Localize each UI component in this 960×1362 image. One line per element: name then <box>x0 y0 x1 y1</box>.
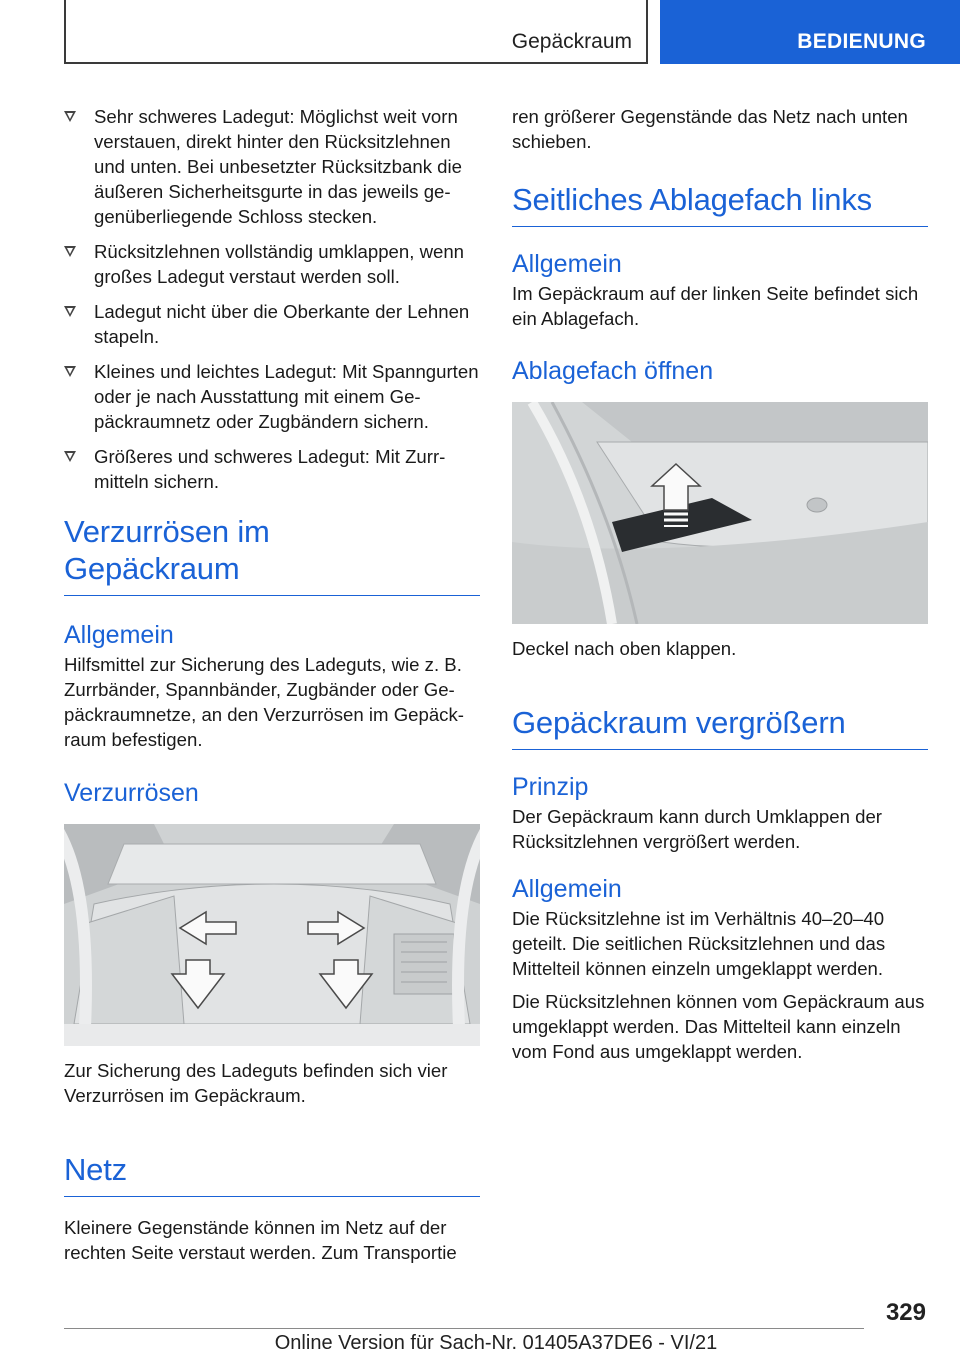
header-chapter-tab[interactable] <box>660 0 960 64</box>
allgemein-heading: Allgemein <box>512 250 622 278</box>
trunk-illustration <box>64 824 480 1046</box>
verzurroesen-caption: Zur Sicherung des Ladeguts befinden sich vier Verzurrösen im Gepäckraum. <box>64 1060 448 1106</box>
header-section-title: Gepäckraum <box>511 30 632 53</box>
netz-section-heading: Netz <box>64 1151 480 1197</box>
triangle-bullet-icon <box>64 246 76 257</box>
allgemein-heading: Allgemein <box>512 875 622 903</box>
list-item: Kleines und leichtes Ladegut: Mit Spanngurten oder je nach Ausstattung mit einem Gepäckraumnetz oder Zugbändern sichern. <box>64 359 480 434</box>
prinzip-paragraph: Der Gepäckraum kann durch Umklappen der Rücksitzlehnen vergrößert werden. <box>512 806 882 852</box>
triangle-bullet-icon <box>64 451 76 462</box>
triangle-bullet-icon <box>64 111 76 122</box>
ablagefach-section-heading: Seitliches Ablagefach links <box>512 181 928 227</box>
allgemein-paragraph-2: Die Rücksitzlehnen können vom Gepäckraum aus umgeklappt werden. Das Mittelteil kann einzeln vom Fond aus umgeklappt werden. <box>512 991 925 1062</box>
triangle-bullet-icon <box>64 366 76 377</box>
allgemein-paragraph: Im Gepäckraum auf der linken Seite befindet sich ein Ablagefach. <box>512 283 919 329</box>
footer-online-version: Online Version für Sach-Nr. 01405A37DE6 - VI/21 <box>274 1332 718 1354</box>
verzurroesen-section-heading: Verzurrösen im Gepäckraum <box>64 513 480 596</box>
list-item: Größeres und schweres Ladegut: Mit Zurrmitteln sichern. <box>64 444 480 494</box>
compartment-illustration <box>512 402 928 624</box>
ablagefach-caption: Deckel nach oben klappen. <box>512 638 737 659</box>
verzurroesen-heading: Verzurrösen <box>64 779 199 807</box>
loading-tips-list <box>64 104 480 494</box>
header-chapter-label: BEDIENUNG <box>797 30 926 53</box>
prinzip-heading: Prinzip <box>512 773 589 801</box>
allgemein-paragraph: Hilfsmittel zur Sicherung des Ladeguts, wie z. B. Zurrbänder, Spannbänder, Zugbänder oder Gepäckraumnetze, an den Verzurrösen im Gepäckraum befestigen. <box>64 654 464 750</box>
list-item: Ladegut nicht über die Oberkante der Lehnen stapeln. <box>64 299 480 349</box>
left-column <box>64 104 480 1265</box>
triangle-bullet-icon <box>64 306 76 317</box>
gepaeckraum-vergroessern-heading: Gepäckraum vergrößern <box>512 704 928 750</box>
netz-paragraph: Kleinere Gegenstände können im Netz auf der rechten Seite verstaut werden. Zum Transportie <box>64 1217 457 1263</box>
footer-divider <box>64 1328 864 1329</box>
netz-paragraph-continued: ren größerer Gegenstände das Netz nach unten schieben. <box>512 106 908 152</box>
ablagefach-oeffnen-heading: Ablagefach öffnen <box>512 357 714 385</box>
header-section-box <box>64 0 648 64</box>
storage-compartment-photo <box>512 402 928 624</box>
page-number: 329 <box>885 1299 926 1326</box>
allgemein-paragraph-1: Die Rücksitzlehne ist im Verhältnis 40–20–40 geteilt. Die seitlichen Rücksitzlehnen und das Mittelteil können einzeln umgeklappt werden. <box>512 908 886 979</box>
list-item: Rücksitzlehnen vollständig umklappen, wenn großes Ladegut verstaut werden soll. <box>64 239 480 289</box>
allgemein-heading: Allgemein <box>64 621 174 649</box>
right-column <box>512 104 928 1064</box>
trunk-tie-down-photo <box>64 824 480 1046</box>
list-item: Sehr schweres Ladegut: Möglichst weit vorn verstauen, direkt hinter den Rücksitzlehnen und unten. Bei unbesetzter Rücksitzbank die äußeren Sicherheitsgurte in das jeweils gegenüberliegende Schloss stecken. <box>64 104 480 229</box>
